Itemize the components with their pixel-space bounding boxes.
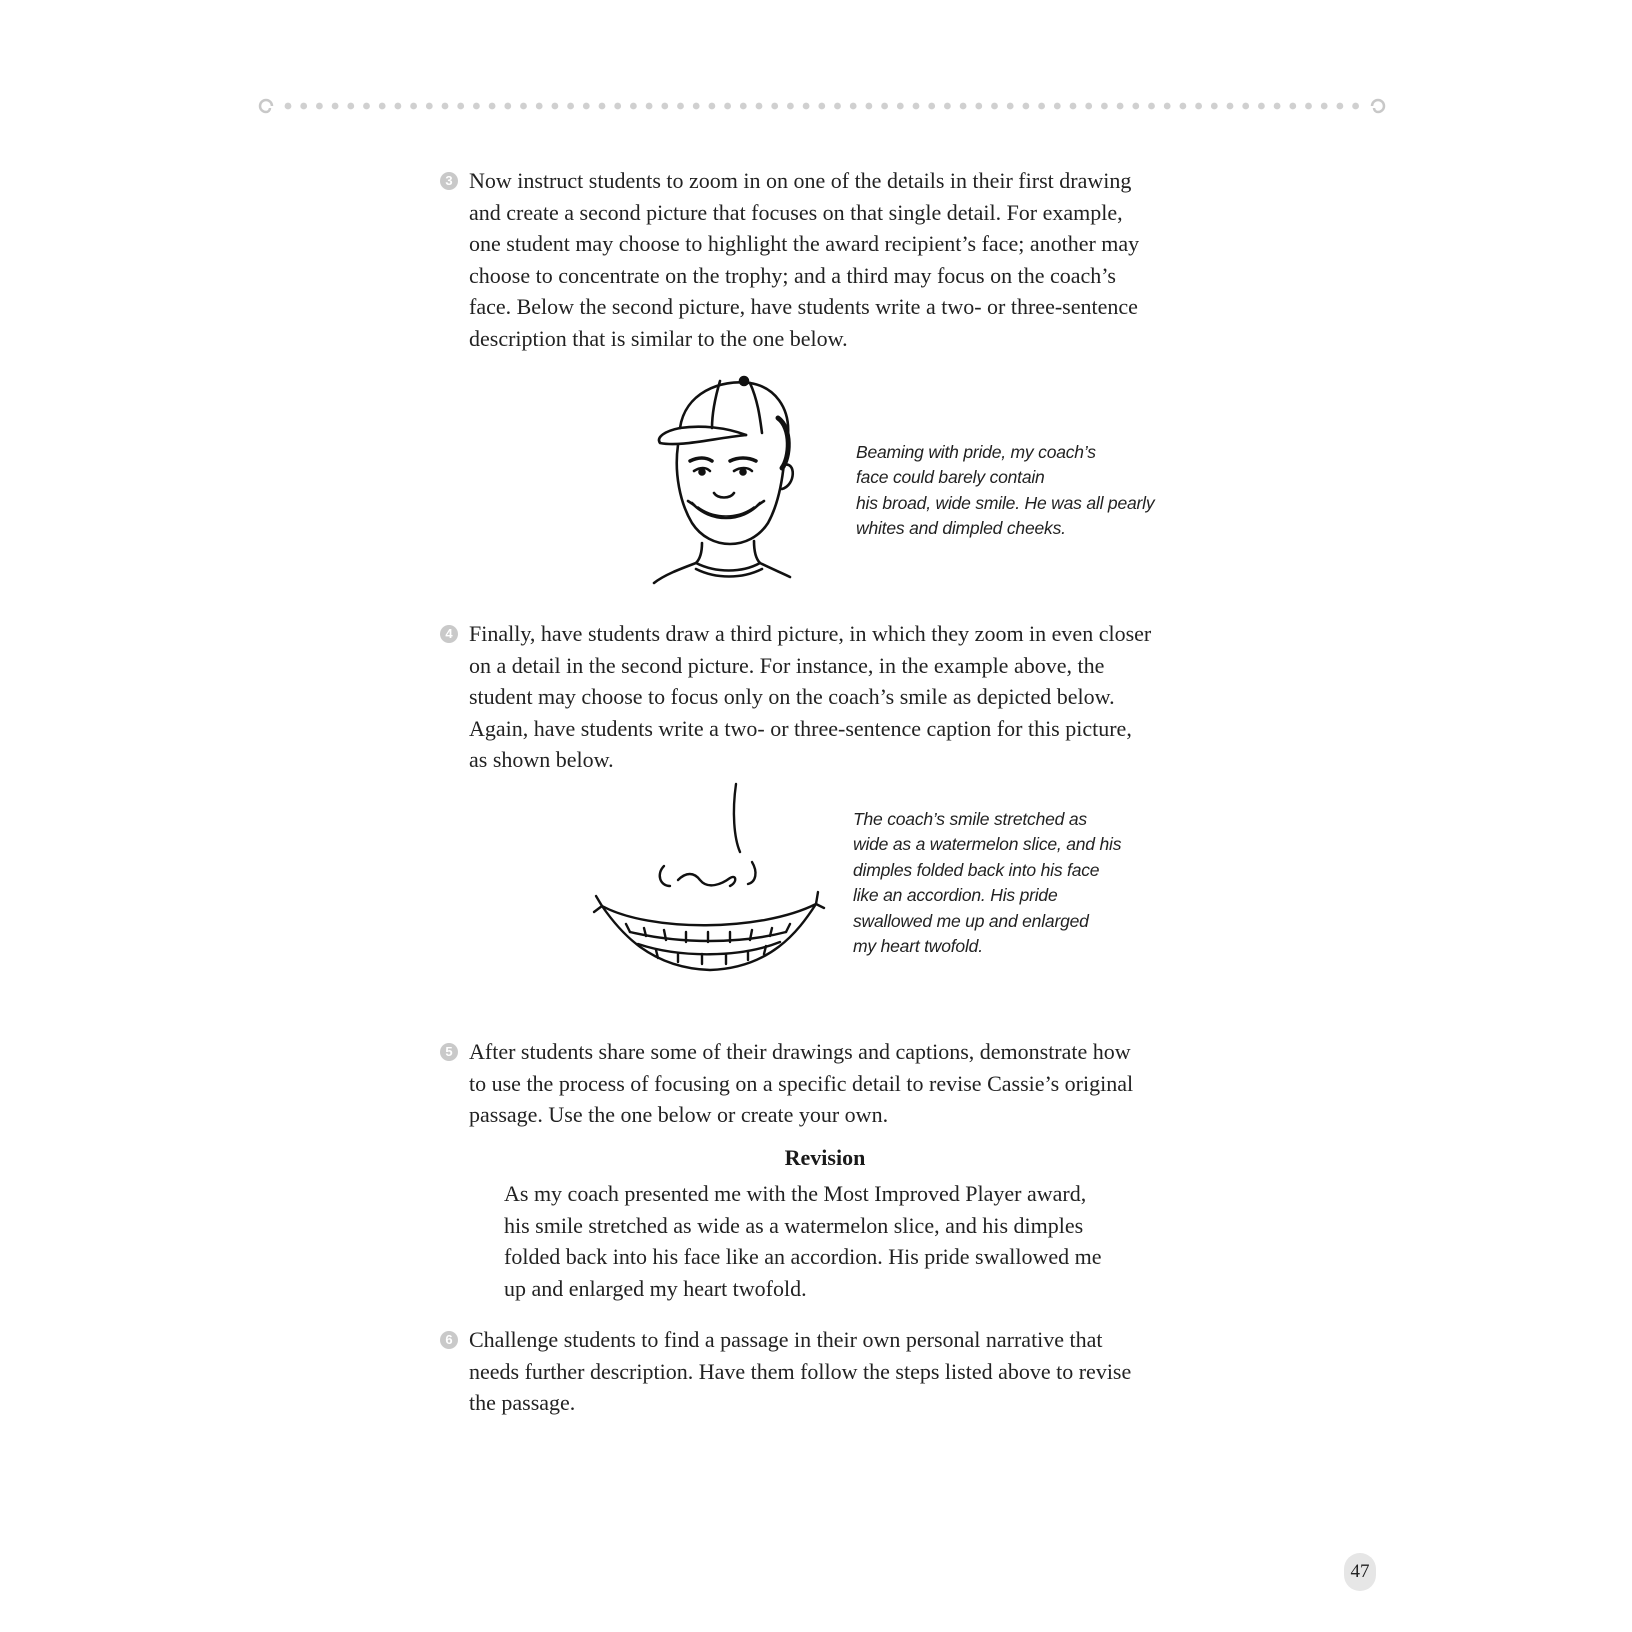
rule-dot (552, 103, 559, 110)
rule-dot (1117, 103, 1124, 110)
coach-face-drawing (650, 373, 810, 593)
revision-line: his smile stretched as wide as a watermelon slice, and his dimples (504, 1212, 1084, 1238)
caption-line: my heart twofold. (853, 936, 983, 957)
rule-dot (1211, 103, 1218, 110)
step-number-badge: 4 (440, 625, 458, 643)
rule-dot (724, 103, 731, 110)
rule-dot (583, 103, 590, 110)
step-text-line: student may choose to focus only on the coach’s smile as depicted below. (469, 684, 1115, 710)
step-text-line: on a detail in the second picture. For instance, in the example above, the (469, 652, 1105, 678)
rule-dot (520, 103, 527, 110)
rule-dot (661, 103, 668, 110)
rule-dot (614, 103, 621, 110)
step-text-line: Finally, have students draw a third picture, in which they zoom in even closer (469, 621, 1152, 646)
step-text-line: Now instruct students to zoom in on one of the details in their first drawing (469, 168, 1132, 193)
revision-heading: Revision (784, 1145, 866, 1170)
step-text-line: Again, have students write a two- or three-sentence caption for this picture, (469, 715, 1132, 741)
rule-dot (1195, 103, 1202, 110)
caption-line: dimples folded back into his face (853, 859, 1100, 880)
revision-line: up and enlarged my heart twofold. (504, 1275, 807, 1301)
rule-dot (332, 103, 339, 110)
rule-dot (457, 103, 464, 110)
step-text-line: to use the process of focusing on a specific detail to revise Cassie’s original (469, 1070, 1134, 1096)
revision-line: folded back into his face like an accordion. His pride swallowed me (504, 1244, 1102, 1270)
step-text-line: and create a second picture that focuses on that single detail. For example, (469, 199, 1123, 225)
rule-dot (1148, 103, 1155, 110)
rule-dot (975, 103, 982, 110)
revision-line: As my coach presented me with the Most Improved Player award, (504, 1181, 1087, 1206)
caption-line: face could barely contain (856, 467, 1045, 488)
rule-dot (536, 103, 543, 110)
caption-line: whites and dimpled cheeks. (856, 518, 1066, 539)
caption-line: swallowed me up and enlarged (853, 910, 1089, 931)
caption-line: his broad, wide smile. He was all pearly (856, 492, 1155, 513)
rule-dot (818, 103, 825, 110)
rule-dot (300, 103, 307, 110)
rule-dot (599, 103, 606, 110)
caption-line: like an accordion. His pride (853, 885, 1058, 906)
rule-dot (410, 103, 417, 110)
rule-dot (709, 103, 716, 110)
step-text-line: choose to concentrate on the trophy; and a third may focus on the coach’s (469, 262, 1116, 288)
swirl-right-icon (1372, 100, 1384, 112)
rule-dot (1101, 103, 1108, 110)
page-number: 47 (1344, 1553, 1376, 1591)
rule-dot (1258, 103, 1265, 110)
rule-dot (677, 103, 684, 110)
rule-dot (1132, 103, 1139, 110)
rule-dot (756, 103, 763, 110)
rule-dot (567, 103, 574, 110)
rule-dot (897, 103, 904, 110)
rule-dot (1038, 103, 1045, 110)
smile-caption (853, 807, 1121, 959)
rule-dot (1085, 103, 1092, 110)
rule-dot (504, 103, 511, 110)
swirl-left-icon (260, 100, 272, 112)
rule-dot (630, 103, 637, 110)
step-text-line: passage. Use the one below or create your own. (469, 1102, 889, 1128)
rule-dot (347, 103, 354, 110)
rule-dot (803, 103, 810, 110)
caption-line: The coach’s smile stretched as (853, 809, 1087, 829)
rule-dot (1180, 103, 1187, 110)
step-3 (440, 165, 1200, 355)
rule-dot (1054, 103, 1061, 110)
rule-dot (834, 103, 841, 110)
step-number-badge: 5 (440, 1043, 458, 1061)
step-text-line: as shown below. (469, 747, 614, 773)
rule-dot (787, 103, 794, 110)
rule-dot (693, 103, 700, 110)
step-number-badge: 6 (440, 1331, 458, 1349)
rule-dot (928, 103, 935, 110)
caption-line: wide as a watermelon slice, and his (853, 834, 1122, 855)
rule-dot (1070, 103, 1077, 110)
rule-dot (395, 103, 402, 110)
step-4 (440, 618, 1200, 776)
rule-dot (850, 103, 857, 110)
rule-dot (1321, 103, 1328, 110)
step-text-line: face. Below the second picture, have students write a two- or three-sentence (469, 294, 1138, 320)
step-5 (440, 1036, 1200, 1131)
rule-dot (1242, 103, 1249, 110)
rule-dot (991, 103, 998, 110)
step-number-badge: 3 (440, 172, 458, 190)
rule-dot (1227, 103, 1234, 110)
step-text-line: the passage. (469, 1390, 576, 1416)
rule-dot (944, 103, 951, 110)
smile-drawing (590, 782, 830, 976)
step-text-line: Challenge students to find a passage in their own personal narrative that (469, 1327, 1103, 1352)
step-text-line: one student may choose to highlight the award recipient’s face; another may (469, 231, 1140, 257)
rule-dot (1352, 103, 1359, 110)
step-6 (440, 1324, 1200, 1419)
rule-dot (489, 103, 496, 110)
rule-dot (646, 103, 653, 110)
rule-dot (473, 103, 480, 110)
decorative-dotted-rule (258, 96, 1386, 116)
rule-dot (771, 103, 778, 110)
rule-dot (1289, 103, 1296, 110)
rule-dot (1337, 103, 1344, 110)
rule-dot (316, 103, 323, 110)
revision-passage (504, 1178, 1101, 1304)
rule-dot (881, 103, 888, 110)
rule-dot (1023, 103, 1030, 110)
rule-dot (740, 103, 747, 110)
rule-dot (363, 103, 370, 110)
rule-dot (285, 103, 292, 110)
step-text-line: description that is similar to the one below. (469, 325, 848, 351)
rule-dot (379, 103, 386, 110)
rule-dot (913, 103, 920, 110)
rule-dot (1007, 103, 1014, 110)
rule-dot (866, 103, 873, 110)
step-text-line: needs further description. Have them follow the steps listed above to revise (469, 1358, 1132, 1384)
face-caption (856, 440, 1154, 542)
rule-dot (1164, 103, 1171, 110)
rule-dot (960, 103, 967, 110)
rule-dot (1305, 103, 1312, 110)
rule-dot (426, 103, 433, 110)
rule-dot (442, 103, 449, 110)
caption-line: Beaming with pride, my coach’s (856, 442, 1096, 462)
rule-dot (1274, 103, 1281, 110)
step-text-line: After students share some of their drawings and captions, demonstrate how (469, 1039, 1131, 1064)
